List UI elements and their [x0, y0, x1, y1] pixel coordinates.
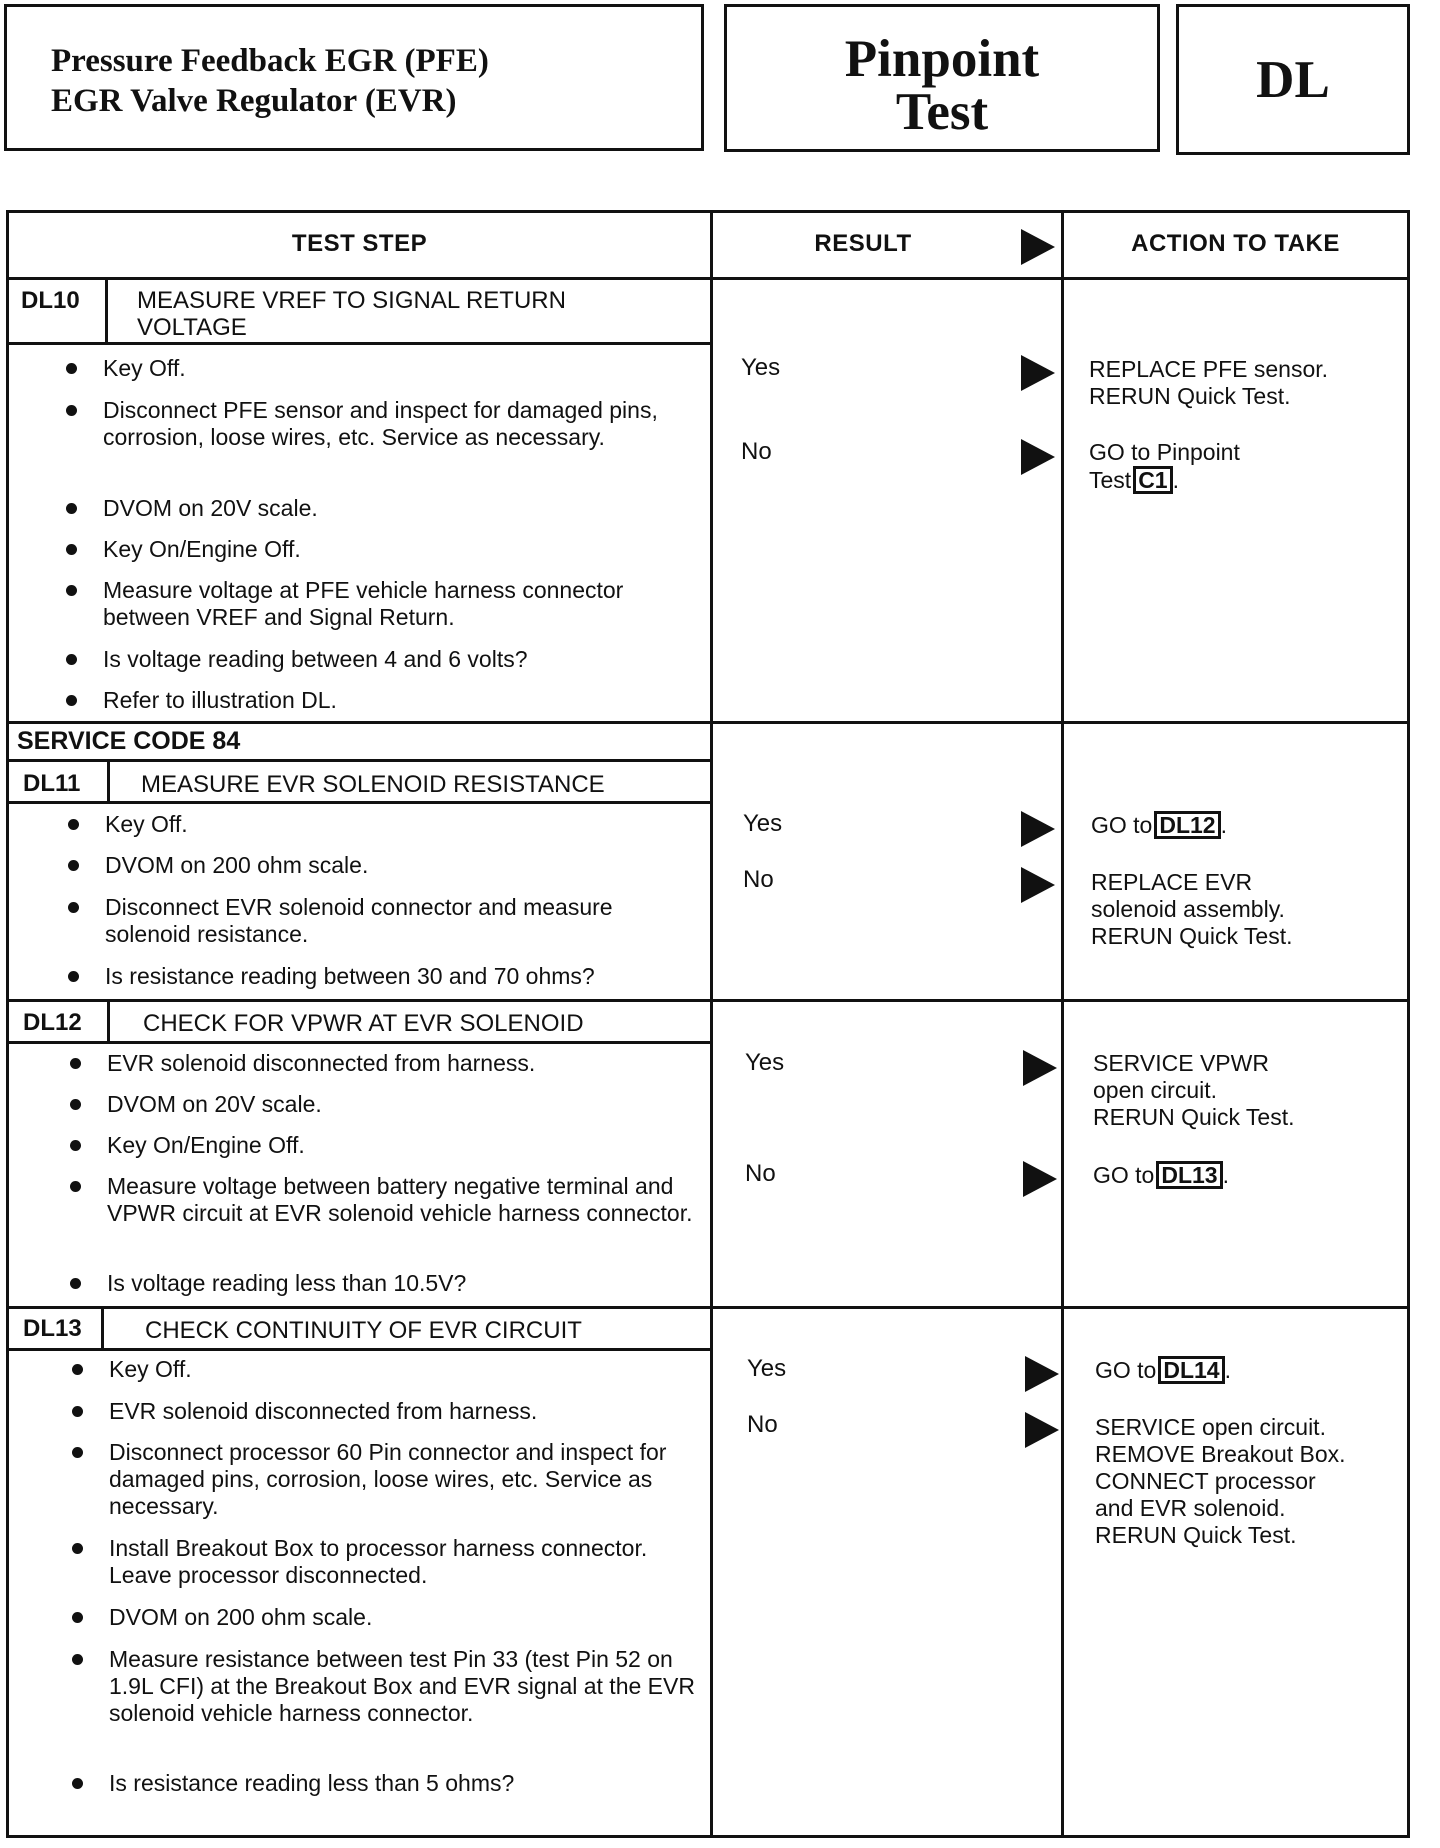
result-label: Yes	[747, 1355, 787, 1382]
step-id: DL10	[21, 287, 80, 314]
result-label: Yes	[741, 354, 781, 381]
test-code-box	[1176, 4, 1410, 155]
arrow-right-icon	[1021, 811, 1055, 847]
arrow-right-icon	[1021, 867, 1055, 903]
result-label: Yes	[745, 1049, 785, 1076]
step-title: VOLTAGE	[137, 314, 247, 341]
step-id-divider	[101, 1306, 104, 1348]
column-divider	[710, 213, 713, 1835]
service-code-divider	[9, 759, 710, 762]
test-reference: DL12	[1154, 811, 1220, 839]
list-item: Key Off.	[63, 1356, 703, 1383]
result-label: No	[743, 866, 774, 893]
action-text: GO to DL12 .	[1091, 812, 1227, 838]
header-title-box	[4, 4, 704, 151]
result-label: Yes	[743, 810, 783, 837]
header-divider	[9, 277, 1407, 280]
list-item: Disconnect processor 60 Pin connector and inspect for damaged pins, corrosion, loose wires, etc. Service as necessary.	[63, 1439, 703, 1520]
action-text: REPLACE EVR solenoid assembly. RERUN Quick Test.	[1091, 869, 1293, 949]
step-id: DL13	[23, 1315, 82, 1342]
list-item: Key On/Engine Off.	[57, 536, 697, 563]
action-text: GO to DL13 .	[1093, 1162, 1229, 1188]
step-divider	[9, 999, 1407, 1002]
result-label: No	[741, 438, 772, 465]
list-item: Is resistance reading between 30 and 70 ohms?	[59, 963, 699, 990]
pinpoint-test-box	[724, 4, 1160, 152]
list-item: Measure voltage between battery negative terminal and VPWR circuit at EVR solenoid vehicle harness connector.	[61, 1173, 701, 1227]
header-title-line1: Pressure Feedback EGR (PFE)	[51, 43, 489, 79]
result-label: No	[745, 1160, 776, 1187]
step-id-divider	[107, 759, 110, 801]
step-id-divider	[105, 277, 108, 342]
column-header-test-step: TEST STEP	[291, 230, 428, 257]
step-id-divider	[107, 999, 110, 1041]
list-item: Key Off.	[59, 811, 699, 838]
step-title-divider	[9, 801, 710, 804]
arrow-right-icon	[1023, 1161, 1057, 1197]
arrow-right-icon	[1021, 229, 1055, 265]
list-item: DVOM on 200 ohm scale.	[63, 1604, 703, 1631]
step-divider	[9, 721, 1407, 724]
step-title: CHECK FOR VPWR AT EVR SOLENOID	[143, 1010, 584, 1037]
arrow-right-icon	[1025, 1356, 1059, 1392]
list-item: Disconnect PFE sensor and inspect for damaged pins, corrosion, loose wires, etc. Service as necessary.	[57, 397, 697, 451]
test-reference: DL13	[1156, 1161, 1222, 1189]
list-item: Key Off.	[57, 355, 697, 382]
step-title: MEASURE VREF TO SIGNAL RETURN	[137, 287, 566, 314]
step-divider	[9, 1306, 1407, 1309]
step-title-divider	[9, 1041, 710, 1044]
step-title: MEASURE EVR SOLENOID RESISTANCE	[141, 771, 605, 798]
column-header-result: RESULT	[814, 230, 912, 257]
action-text: SERVICE VPWR open circuit. RERUN Quick Test.	[1093, 1050, 1295, 1130]
list-item: EVR solenoid disconnected from harness.	[61, 1050, 701, 1077]
column-divider	[1061, 213, 1064, 1835]
arrow-right-icon	[1021, 439, 1055, 475]
step-title-divider	[9, 1348, 710, 1351]
test-code: DL	[1256, 51, 1330, 109]
list-item: DVOM on 20V scale.	[61, 1091, 701, 1118]
list-item: DVOM on 200 ohm scale.	[59, 852, 699, 879]
action-text: REPLACE PFE sensor. RERUN Quick Test.	[1089, 356, 1329, 409]
test-reference: DL14	[1158, 1356, 1224, 1384]
step-title: CHECK CONTINUITY OF EVR CIRCUIT	[145, 1317, 582, 1344]
pinpoint-line2: Test	[895, 83, 989, 141]
list-item: Measure resistance between test Pin 33 (test Pin 52 on 1.9L CFI) at the Breakout Box and EVR signal at the EVR solenoid vehicle harness connector.	[63, 1646, 703, 1727]
action-text: SERVICE open circuit. REMOVE Breakout Box. CONNECT processor and EVR solenoid. RERUN Quick Test.	[1095, 1414, 1346, 1548]
test-reference: C1	[1133, 466, 1172, 494]
list-item: Is resistance reading less than 5 ohms?	[63, 1770, 703, 1797]
list-item: Disconnect EVR solenoid connector and measure solenoid resistance.	[59, 894, 699, 948]
action-text: GO to Pinpoint Test C1 .	[1089, 439, 1240, 493]
list-item: Is voltage reading between 4 and 6 volts?	[57, 646, 697, 673]
arrow-right-icon	[1025, 1412, 1059, 1448]
pinpoint-table	[6, 210, 1410, 1838]
pinpoint-line1: Pinpoint	[844, 30, 1040, 88]
action-text: GO to DL14 .	[1095, 1357, 1231, 1383]
arrow-right-icon	[1023, 1050, 1057, 1086]
header-title-line2: EGR Valve Regulator (EVR)	[51, 83, 457, 119]
step-id: DL12	[23, 1009, 82, 1036]
arrow-right-icon	[1021, 355, 1055, 391]
list-item: Install Breakout Box to processor harness connector. Leave processor disconnected.	[63, 1535, 703, 1589]
list-item: Key On/Engine Off.	[61, 1132, 701, 1159]
list-item: DVOM on 20V scale.	[57, 495, 697, 522]
list-item: Is voltage reading less than 10.5V?	[61, 1270, 701, 1297]
service-code-label: SERVICE CODE 84	[17, 727, 241, 755]
list-item: Refer to illustration DL.	[57, 687, 697, 714]
list-item: EVR solenoid disconnected from harness.	[63, 1398, 703, 1425]
result-label: No	[747, 1411, 778, 1438]
step-title-divider	[9, 342, 710, 345]
column-header-action: ACTION TO TAKE	[1131, 230, 1340, 257]
step-id: DL11	[23, 770, 81, 797]
list-item: Measure voltage at PFE vehicle harness connector between VREF and Signal Return.	[57, 577, 697, 631]
